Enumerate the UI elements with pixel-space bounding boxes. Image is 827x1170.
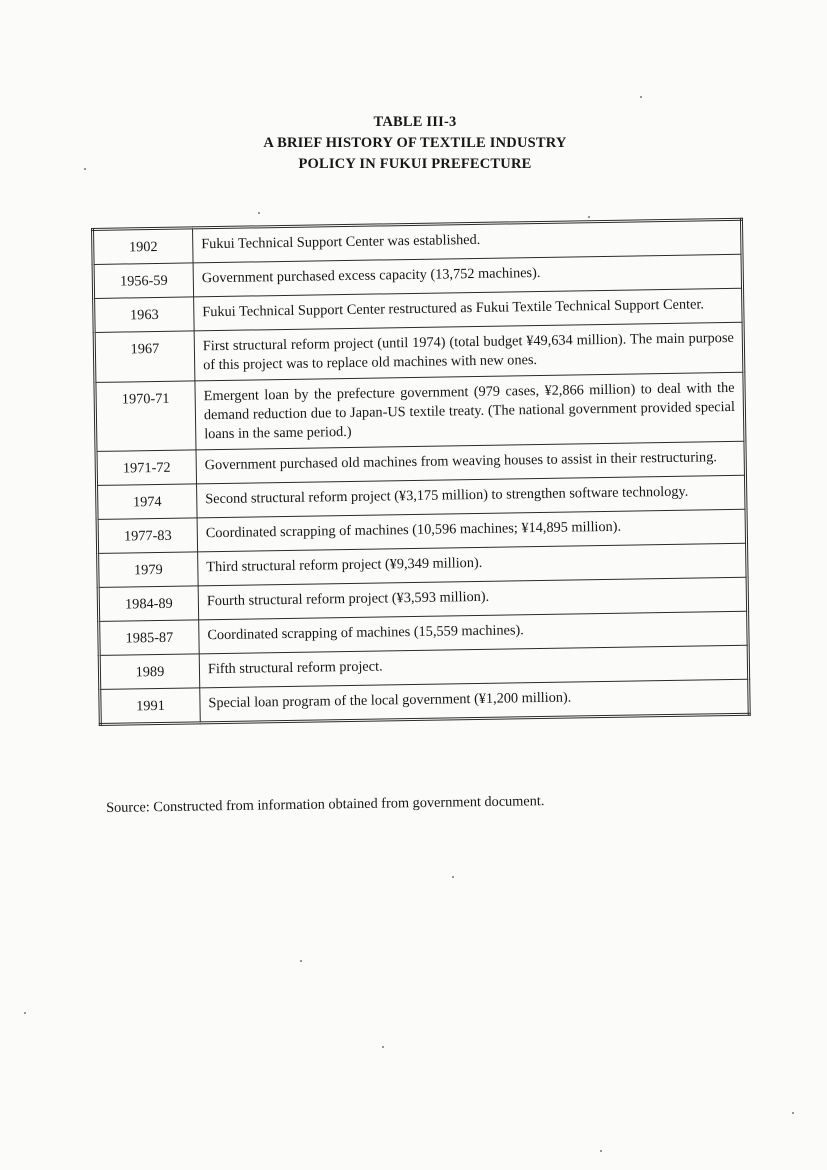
scan-speck <box>792 1112 794 1114</box>
scan-speck <box>600 1150 602 1152</box>
history-table-wrapper <box>91 218 751 726</box>
year-cell: 1967 <box>94 331 195 383</box>
description-cell: Government purchased old machines from weaving houses to assist in their restructuring. <box>196 441 745 484</box>
year-cell: 1902 <box>93 228 194 265</box>
year-cell: 1977-83 <box>97 518 198 554</box>
source-note: Source: Constructed from information obtained from government document. <box>106 793 545 816</box>
description-cell: Special loan program of the local government (¥1,200 million). <box>200 679 749 723</box>
description-cell: Coordinated scrapping of machines (15,559 machines). <box>199 611 748 654</box>
year-cell: 1956-59 <box>93 263 194 299</box>
year-cell: 1974 <box>97 484 198 520</box>
year-cell: 1963 <box>94 297 195 333</box>
description-cell: Coordinated scrapping of machines (10,596 machines; ¥14,895 million). <box>197 509 746 552</box>
scan-speck <box>258 212 260 214</box>
description-cell: Emergent loan by the prefecture government (979 cases, ¥2,866 million) to deal with the demand reduction due to Japan-US textile treaty. (The national government provided special loans in the same period.) <box>195 372 745 450</box>
scan-speck <box>640 96 642 98</box>
scan-speck <box>300 960 302 962</box>
table-title-line-1: TABLE III-3 <box>373 114 457 130</box>
year-cell: 1989 <box>99 654 200 690</box>
year-cell: 1971-72 <box>96 450 197 486</box>
scan-speck <box>452 876 454 878</box>
table-title-line-3: POLICY IN FUKUI PREFECTURE <box>298 156 532 172</box>
year-cell: 1984-89 <box>98 586 199 622</box>
scan-speck <box>382 1046 384 1048</box>
table-title <box>210 112 620 175</box>
description-cell: Fourth structural reform project (¥3,593 million). <box>198 577 747 620</box>
year-cell: 1991 <box>100 688 201 725</box>
description-cell: Fifth structural reform project. <box>199 645 748 688</box>
scan-speck <box>84 168 86 170</box>
year-cell: 1970-71 <box>95 381 196 452</box>
year-cell: 1985-87 <box>99 620 200 656</box>
description-cell: First structural reform project (until 1974) (total budget ¥49,634 million). The main purpose of this project was to replace old machines with new ones. <box>194 322 744 381</box>
description-cell: Fukui Technical Support Center restructured as Fukui Textile Technical Support Center. <box>194 288 743 331</box>
table-title-line-2: A BRIEF HISTORY OF TEXTILE INDUSTRY <box>263 135 567 151</box>
scan-speck <box>24 1012 26 1014</box>
description-cell: Fukui Technical Support Center was established. <box>193 219 742 263</box>
year-cell: 1979 <box>98 552 199 588</box>
history-table <box>91 218 751 726</box>
scan-speck <box>588 216 590 218</box>
description-cell: Government purchased excess capacity (13,752 machines). <box>193 254 742 297</box>
table-row <box>95 372 745 451</box>
description-cell: Third structural reform project (¥9,349 million). <box>198 543 747 586</box>
description-cell: Second structural reform project (¥3,175 million) to strengthen software technology. <box>197 475 746 518</box>
